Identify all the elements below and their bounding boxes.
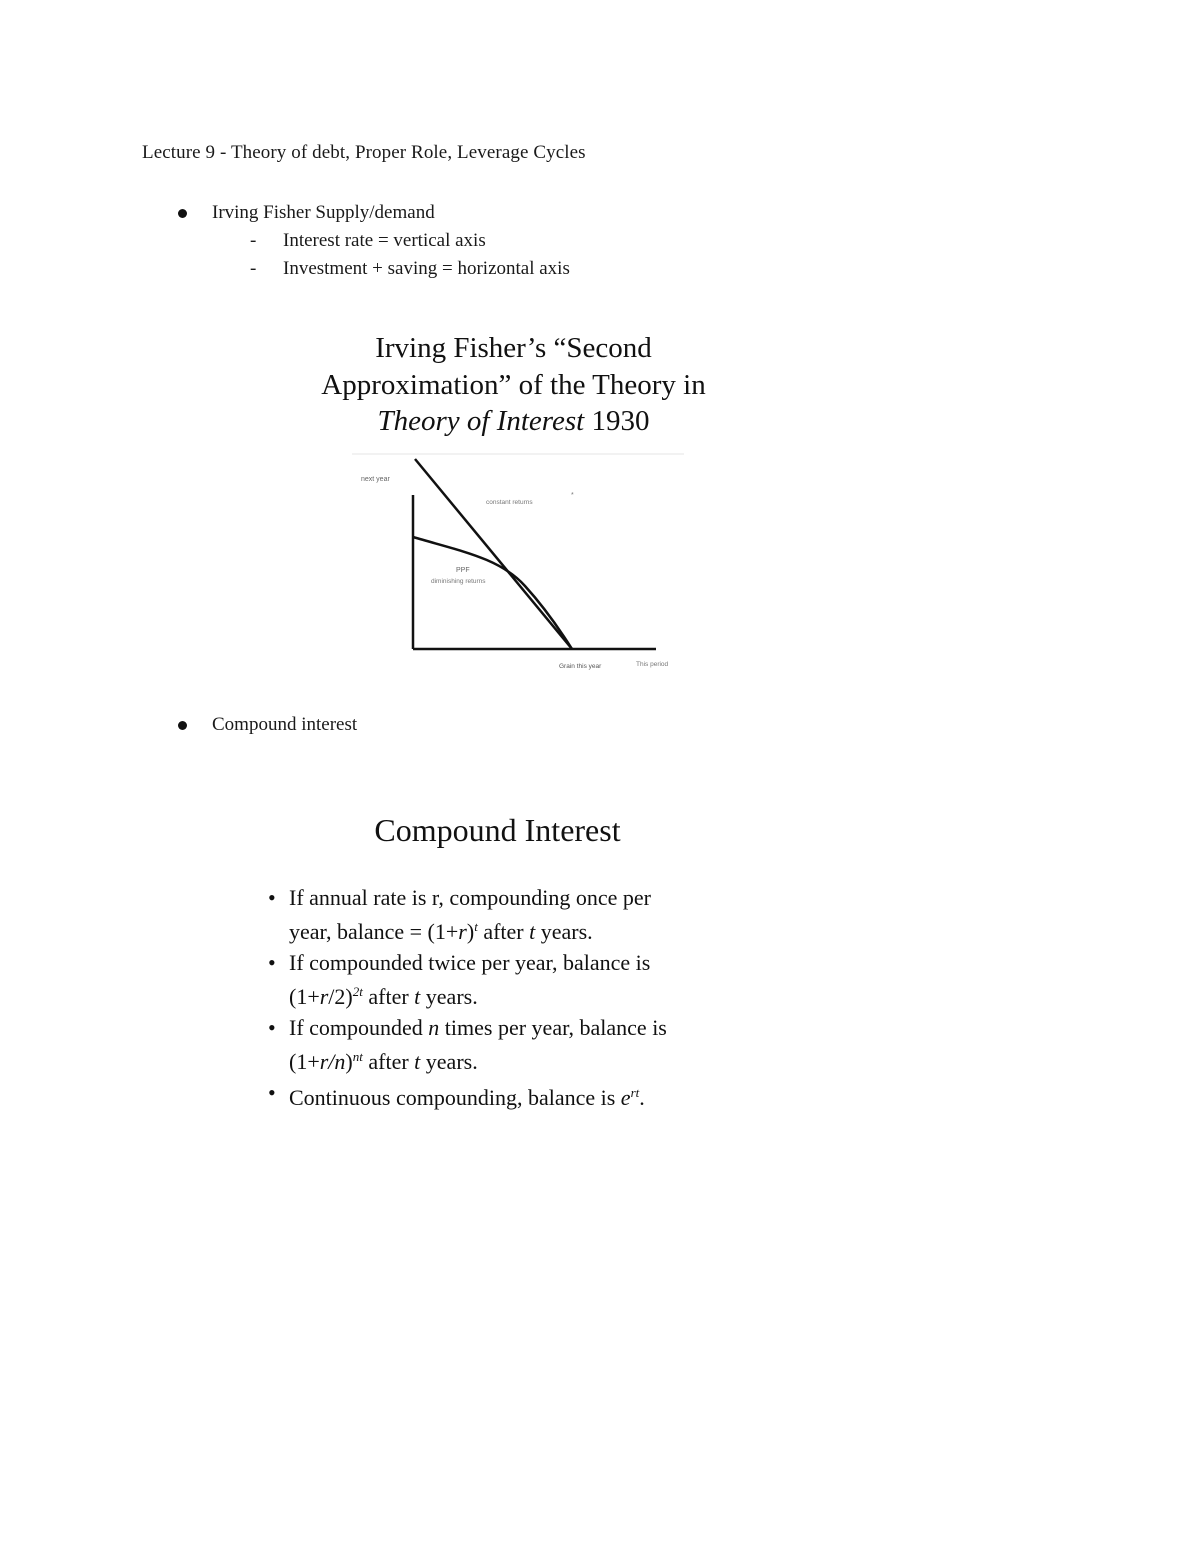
- formula-part: If compounded: [289, 1015, 429, 1040]
- formula-part: (1+: [289, 1049, 320, 1074]
- formula-var: r/n: [319, 1049, 346, 1074]
- formula-part: ): [345, 1049, 353, 1074]
- formula-exponent: nt: [352, 1049, 363, 1064]
- fisher-slide-title-line1: Irving Fisher’s “Second: [375, 332, 652, 364]
- formula-part: years.: [420, 984, 478, 1009]
- formula-var: t: [414, 1049, 421, 1074]
- compound-item-2-line2: [289, 977, 478, 1011]
- bullet-icon: •: [268, 885, 276, 910]
- compound-item-4-line1: [289, 1078, 645, 1112]
- formula-var: r: [458, 919, 467, 944]
- this-period-label: This period: [636, 661, 669, 668]
- subitem-text: Interest rate = vertical axis: [283, 230, 486, 251]
- compound-item-3-line2: [289, 1042, 478, 1076]
- constant-returns-line: [415, 459, 572, 649]
- formula-part: after: [477, 919, 530, 944]
- formula-part: year, balance = (1+: [289, 919, 459, 944]
- compound-item-1-line1: If annual rate is r, compounding once per: [289, 885, 651, 910]
- dash-icon: -: [250, 230, 257, 251]
- formula-part: .: [639, 1085, 645, 1110]
- bullet-dot-icon: [178, 209, 187, 218]
- bullet-text: Irving Fisher Supply/demand: [212, 202, 435, 223]
- formula-var: t: [529, 919, 536, 944]
- formula-part: (1+: [289, 984, 320, 1009]
- bullet-icon: •: [268, 1015, 276, 1040]
- formula-exponent: rt: [630, 1085, 640, 1100]
- formula-var: t: [414, 984, 421, 1009]
- compound-item-1-line2: [289, 912, 593, 946]
- formula-part: years.: [420, 1049, 478, 1074]
- compound-item-3-line1: [289, 1013, 667, 1042]
- formula-part: ): [466, 919, 475, 944]
- formula-part: /2): [328, 984, 353, 1009]
- grain-this-year-label: Grain this year: [559, 663, 602, 670]
- bullet-text: Compound interest: [212, 714, 358, 735]
- marker-label: *: [571, 492, 574, 499]
- bullet-icon: •: [268, 1080, 276, 1105]
- compound-item-2-line1: If compounded twice per year, balance is: [289, 950, 651, 975]
- formula-part: years.: [535, 919, 593, 944]
- formula-exponent: t: [474, 919, 478, 934]
- formula-part: Continuous compounding, balance is: [289, 1085, 621, 1110]
- dash-icon: -: [250, 258, 257, 279]
- formula-var: e: [620, 1085, 631, 1110]
- diminishing-returns-label: diminishing returns: [431, 578, 486, 585]
- formula-var: r: [319, 984, 329, 1009]
- bullet-dot-icon: [178, 721, 187, 730]
- formula-part: after: [362, 1049, 415, 1074]
- formula-part: times per year, balance is: [439, 1015, 667, 1040]
- constant-returns-label: constant returns: [486, 499, 533, 506]
- fisher-diagram: [340, 448, 690, 678]
- formula-part: after: [362, 984, 415, 1009]
- fisher-slide-title-line3: [0, 403, 1027, 440]
- ppf-label: PPF: [456, 567, 470, 574]
- document-title: Lecture 9 - Theory of debt, Proper Role, Leverage Cycles: [142, 142, 586, 163]
- formula-var: n: [428, 1015, 440, 1040]
- book-title: Theory of Interest: [377, 405, 585, 437]
- bullet-icon: •: [268, 950, 276, 975]
- book-year: 1930: [591, 405, 650, 437]
- y-axis-label: next year: [361, 476, 390, 483]
- formula-exponent: 2t: [352, 984, 363, 999]
- fisher-slide-title-line2: Approximation” of the Theory in: [321, 369, 706, 401]
- subitem-text: Investment + saving = horizontal axis: [283, 258, 570, 279]
- compound-slide-title: Compound Interest: [374, 812, 621, 848]
